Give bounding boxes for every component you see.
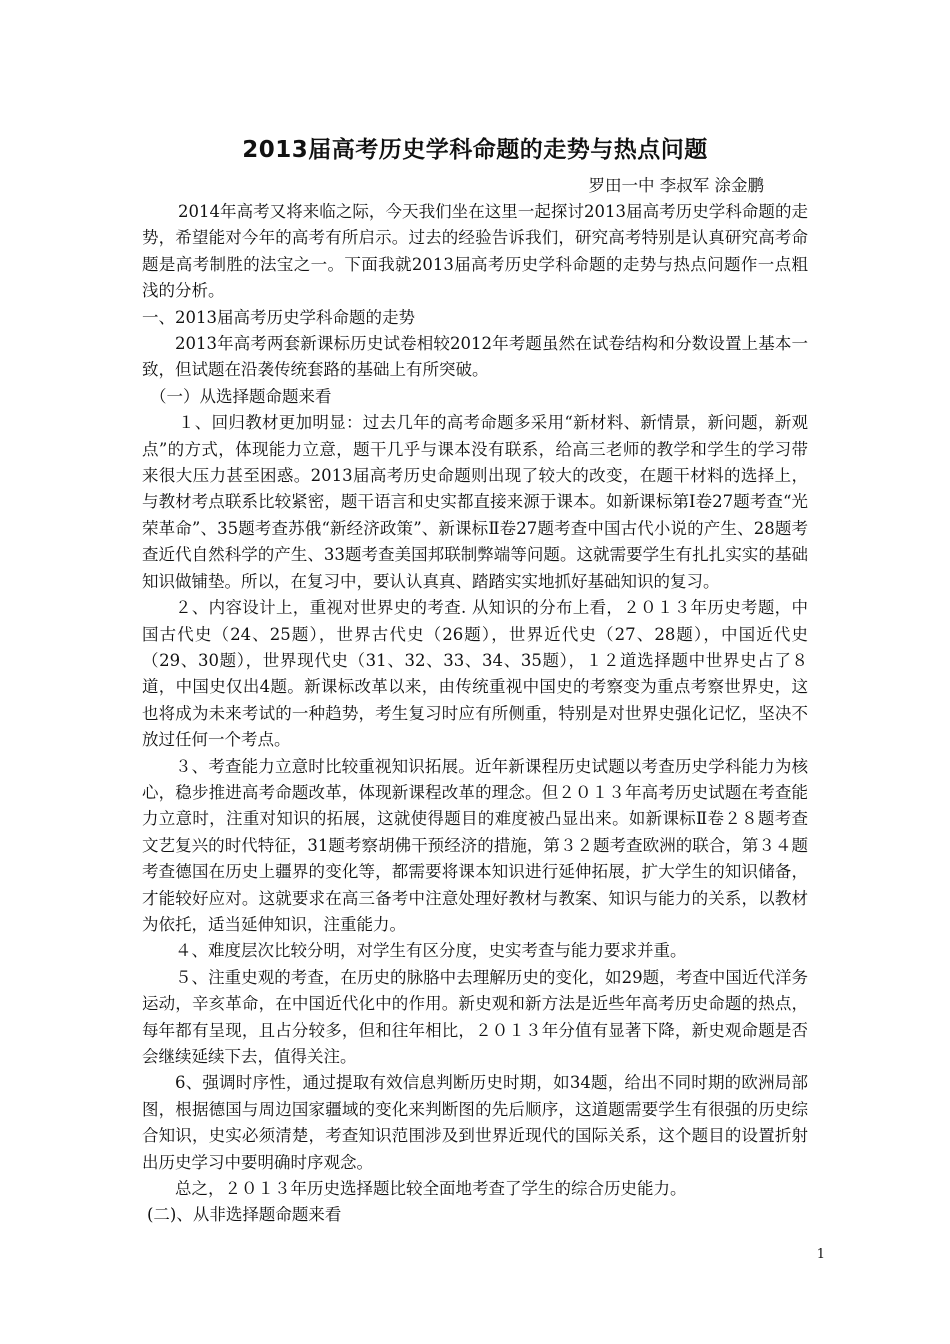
point-5-paragraph: ５、注重史观的考查，在历史的脉胳中去理解历史的变化，如29题，考查中国近代洋务运动，辛亥革命，在中国近代化中的作用。新史观和新方法是近些年高考历史命题的热点，每年都有呈现，且占分较多，但和往年相比，２０１３年分值有显著下降，新史观命题是否会继续延续下去，值得关注。 xyxy=(142,967,808,1066)
summary-paragraph: 总之，２０１３年历史选择题比较全面地考查了学生的综合历史能力。 xyxy=(175,1179,687,1199)
point-2-paragraph: ２、内容设计上，重视对世界史的考查. 从知识的分布上看，２０１３年历史考题，中国古代史（24、25题），世界古代史（26题），世界近代史（27、28题），中国近代史（29、30题），世界现代史（31、32、33、34、35题），１２道选择题中世界史占了８道，中国史仅出4题。新课标改革以来，由传统重视中国史的考察变为重点考察世界史，这也将成为未来考试的一种趋势，考生复习时应有所侧重，特别是对世界史强化记忆，坚决不放过任何一个考点。 xyxy=(142,598,808,750)
point-1-paragraph: １、回归教材更加明显：过去几年的高考命题多采用“新材料、新情景，新问题，新观点”的方式，体现能力立意，题干几乎与课本没有联系，给高三老师的教学和学生的学习带来很大压力甚至困惑。2013届高考历史命题则出现了较大的改变，在题干材料的选择上，与教材考点联系比较紧密，题干语言和史实都直接来源于课本。如新课标第Ⅰ卷27题考查“光荣革命”、35题考查苏俄“新经济政策”、新课标Ⅱ卷27题考查中国古代小说的产生、28题考查近代自然科学的产生、33题考查美国邦联制弊端等问题。这就需要学生有扎扎实实的基础知识做铺垫。所以，在复习中，要认认真真、踏踏实实地抓好基础知识的复习。 xyxy=(142,413,808,591)
page-number: 1 xyxy=(816,1247,825,1262)
subsection-heading-2: (二)、从非选择题命题来看 xyxy=(147,1205,342,1225)
document-title: 2013届高考历史学科命题的走势与热点问题 xyxy=(242,137,708,163)
intro-paragraph: 2014年高考又将来临之际，今天我们坐在这里一起探讨2013届高考历史学科命题的走势，希望能对今年的高考有所启示。过去的经验告诉我们，研究高考特别是认真研究高考命题是高考制胜的法宝之一。下面我就2013届高考历史学科命题的走势与热点问题作一点粗浅的分析。 xyxy=(142,202,808,301)
point-4-paragraph: ４、难度层次比较分明，对学生有区分度，史实考查与能力要求并重。 xyxy=(175,941,687,961)
author-line: 罗田一中 李叔军 涂金鹏 xyxy=(588,176,764,195)
section-heading-1: 一、2013届高考历史学科命题的走势 xyxy=(142,307,415,327)
point-6-paragraph: 6、强调时序性，通过提取有效信息判断历史时期，如34题，给出不同时期的欧洲局部图，根据德国与周边国家疆域的变化来判断图的先后顺序，这道题需要学生有很强的历史综合知识，史实必须清楚，考查知识范围涉及到世界近现代的国际关系，这个题目的设置折射出历史学习中要明确时序观念。 xyxy=(142,1073,808,1172)
section-1-intro-paragraph: 2013年高考两套新课标历史试卷相较2012年考题虽然在试卷结构和分数设置上基本一致，但试题在沿袭传统套路的基础上有所突破。 xyxy=(142,334,808,380)
point-3-paragraph: ３、考查能力立意时比较重视知识拓展。近年新课程历史试题以考查历史学科能力为核心，稳步推进高考命题改革，体现新课程改革的理念。但２０１３年高考历史试题在考查能力立意时，注重对知识的拓展，这就使得题目的难度被凸显出来。如新课标Ⅱ卷２８题考查文艺复兴的时代特征，31题考察胡佛干预经济的措施，第３２题考查欧洲的联合，第３４题考查德国在历史上疆界的变化等，都需要将课本知识进行延伸拓展，扩大学生的知识储备，才能较好应对。这就要求在高三备考中注意处理好教材与教案、知识与能力的关系，以教材为依托，适当延伸知识，注重能力。 xyxy=(142,756,808,934)
subsection-heading-1: （一）从选择题命题来看 xyxy=(150,386,332,406)
document-body xyxy=(142,132,808,1229)
